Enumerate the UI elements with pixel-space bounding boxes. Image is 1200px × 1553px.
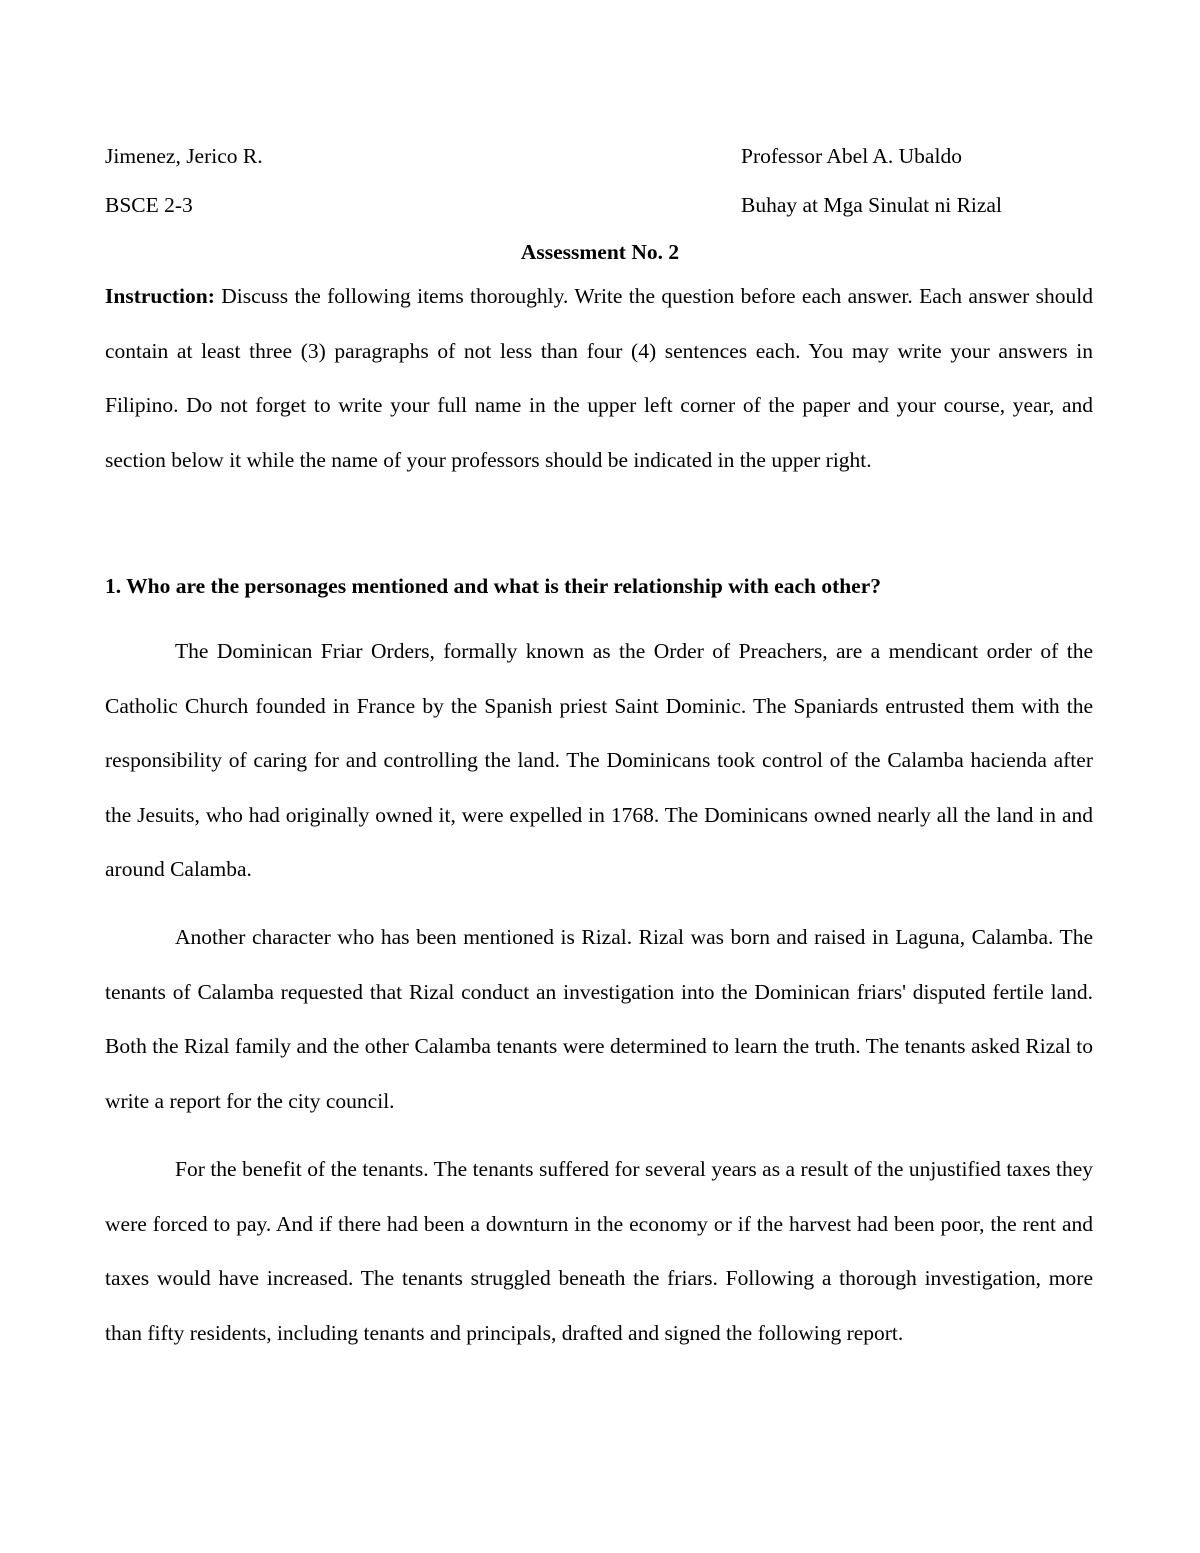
professor-name: Professor Abel A. Ubaldo — [741, 144, 962, 168]
instruction-paragraph — [105, 269, 1093, 487]
answer-paragraph-1 — [105, 624, 1093, 897]
instruction-block — [105, 269, 1093, 487]
answer-paragraph-text: For the benefit of the tenants. The tenants suffered for several years as a result of the unjustified taxes they were forced to pay. And if there had been a downturn in the economy or if the harvest had been poor, the rent and taxes would have increased. The tenants struggled beneath the friars. Following a thorough investigation, more than fifty residents, including tenants and principals, drafted and signed the following report. — [105, 1157, 1093, 1345]
instruction-label: Instruction: — [105, 284, 215, 308]
course-section: BSCE 2-3 — [105, 193, 193, 217]
page-title: Assessment No. 2 — [520, 240, 680, 264]
student-name: Jimenez, Jerico R. — [105, 144, 263, 168]
instruction-text: Discuss the following items thoroughly. Write the question before each answer. Each answer should contain at least three (3) paragraphs of not less than four (4) sentences each. You may write your answers in Filipino. Do not forget to write your full name in the upper left corner of the paper and your course, year, and section below it while the name of your professors should be indicated in the upper right. — [105, 284, 1093, 472]
answer-paragraph-text: Another character who has been mentioned is Rizal. Rizal was born and raised in Laguna, Calamba. The tenants of Calamba requested that Rizal conduct an investigation into the Dominican friars' disputed fertile land. Both the Rizal family and the other Calamba tenants were determined to learn the truth. The tenants asked Rizal to write a report for the city council. — [105, 925, 1093, 1113]
answer-paragraph-3 — [105, 1142, 1093, 1360]
answer-paragraph-text: The Dominican Friar Orders, formally known as the Order of Preachers, are a mendicant order of the Catholic Church founded in France by the Spanish priest Saint Dominic. The Spaniards entrusted them with the responsibility of caring for and controlling the land. The Dominicans took control of the Calamba hacienda after the Jesuits, who had originally owned it, were expelled in 1768. The Dominicans owned nearly all the land in and around Calamba. — [105, 639, 1093, 881]
answer-paragraph-2 — [105, 910, 1093, 1128]
subject-name: Buhay at Mga Sinulat ni Rizal — [741, 193, 1002, 217]
question-1-heading: 1. Who are the personages mentioned and what is their relationship with each other? — [105, 574, 882, 598]
